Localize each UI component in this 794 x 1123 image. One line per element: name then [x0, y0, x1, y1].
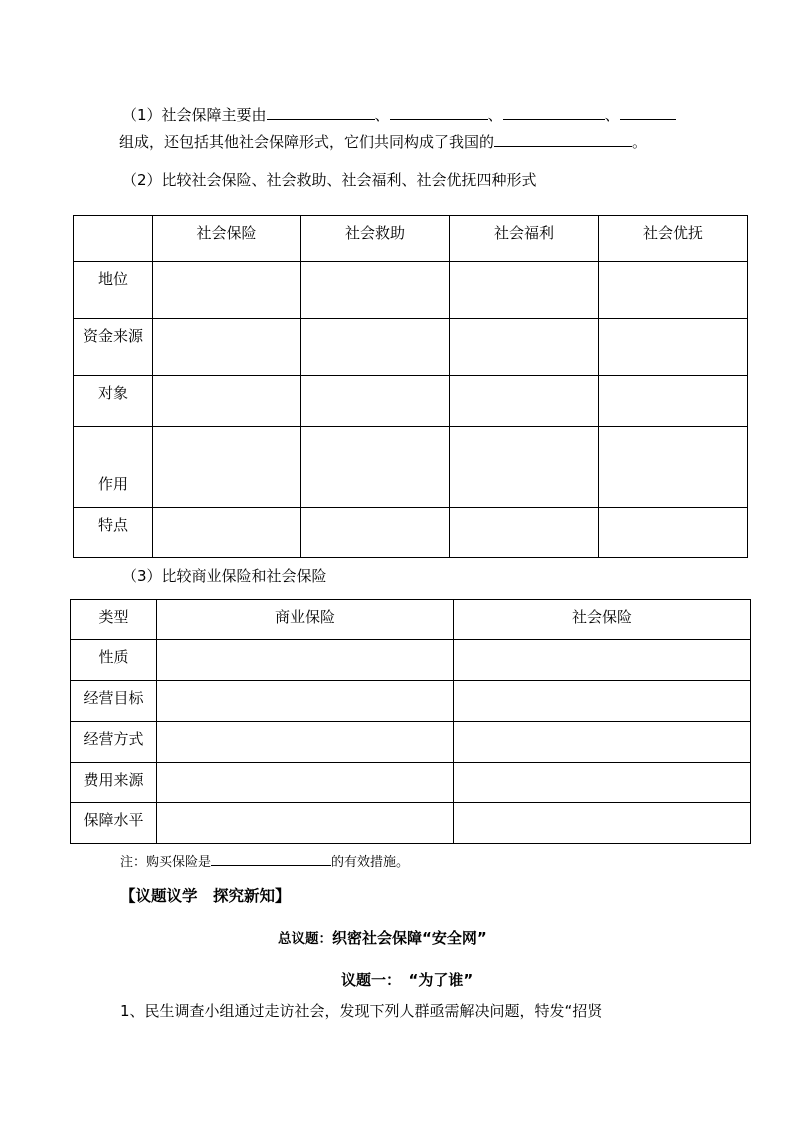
- q2-answer-cell[interactable]: [153, 262, 301, 319]
- q3-row-label: 保障水平: [71, 803, 157, 844]
- q3-title: （3）比较商业保险和社会保险: [122, 567, 327, 585]
- q3-row-label: 经营方式: [71, 722, 157, 763]
- separator: 、: [604, 106, 620, 124]
- q2-answer-cell[interactable]: [599, 376, 748, 427]
- q1-line2-suffix: 。: [632, 133, 648, 151]
- note-prefix: 注：购买保险是: [120, 855, 212, 870]
- q3-row-label: 经营目标: [71, 681, 157, 722]
- q2-answer-cell[interactable]: [599, 319, 748, 376]
- separator: 、: [487, 106, 503, 124]
- q1-line2-prefix: 组成，还包括其他社会保障形式，它们共同构成了我国的: [119, 133, 495, 151]
- q2-answer-cell[interactable]: [153, 319, 301, 376]
- q3-answer-cell[interactable]: [454, 640, 751, 681]
- q3-answer-cell[interactable]: [157, 803, 454, 844]
- q2-header-cell: 社会福利: [450, 216, 599, 262]
- q2-answer-cell[interactable]: [450, 319, 599, 376]
- q3-answer-cell[interactable]: [454, 681, 751, 722]
- note-suffix: 的有效措施。: [331, 855, 410, 870]
- q3-answer-cell[interactable]: [157, 763, 454, 803]
- blank-1[interactable]: [267, 104, 375, 120]
- blank-3[interactable]: [503, 104, 605, 120]
- q1-line1-prefix: （1）社会保障主要由: [122, 106, 267, 124]
- q1-line2: [119, 131, 647, 152]
- q2-row-label: 资金来源: [74, 319, 153, 376]
- q2-answer-cell[interactable]: [450, 427, 599, 508]
- q2-header-cell: 社会保险: [153, 216, 301, 262]
- q2-answer-cell[interactable]: [153, 427, 301, 508]
- topic-one: 议题一： “为了谁”: [341, 971, 474, 989]
- q2-answer-cell[interactable]: [301, 508, 450, 558]
- main-topic: [278, 928, 487, 949]
- q3-header-cell: 商业保险: [157, 600, 454, 640]
- q3-header-cell: 社会保险: [454, 600, 751, 640]
- q2-header-corner: [74, 216, 153, 262]
- q3-answer-cell[interactable]: [454, 763, 751, 803]
- q3-header-cell: 类型: [71, 600, 157, 640]
- q3-answer-cell[interactable]: [157, 640, 454, 681]
- section-heading: 【议题议学 探究新知】: [120, 887, 291, 905]
- separator: 、: [374, 106, 390, 124]
- q3-table: [70, 599, 751, 844]
- q2-answer-cell[interactable]: [301, 427, 450, 508]
- q2-answer-cell[interactable]: [599, 508, 748, 558]
- note-blank[interactable]: [211, 852, 331, 866]
- q3-row-label: 性质: [71, 640, 157, 681]
- q3-answer-cell[interactable]: [454, 803, 751, 844]
- q2-answer-cell[interactable]: [153, 376, 301, 427]
- q2-answer-cell[interactable]: [450, 262, 599, 319]
- q3-answer-cell[interactable]: [454, 722, 751, 763]
- q2-row-label: 特点: [74, 508, 153, 558]
- q2-answer-cell[interactable]: [599, 427, 748, 508]
- main-topic-label: 总议题：: [278, 931, 332, 947]
- q1-line1: [122, 104, 676, 125]
- q2-answer-cell[interactable]: [450, 376, 599, 427]
- blank-5[interactable]: [494, 131, 632, 147]
- q2-row-label: 对象: [74, 376, 153, 427]
- q2-answer-cell[interactable]: [450, 508, 599, 558]
- q2-header-cell: 社会优抚: [599, 216, 748, 262]
- note-line: [120, 852, 409, 873]
- q2-answer-cell[interactable]: [301, 319, 450, 376]
- q2-answer-cell[interactable]: [301, 376, 450, 427]
- blank-2[interactable]: [390, 104, 488, 120]
- main-topic-text: 织密社会保障“安全网”: [332, 929, 487, 947]
- q2-table: [73, 215, 748, 558]
- q3-answer-cell[interactable]: [157, 681, 454, 722]
- q2-header-cell: 社会救助: [301, 216, 450, 262]
- q2-row-label: 地位: [74, 262, 153, 319]
- q2-title: （2）比较社会保险、社会救助、社会福利、社会优抚四种形式: [122, 171, 537, 189]
- q2-answer-cell[interactable]: [599, 262, 748, 319]
- q3-row-label: 费用来源: [71, 763, 157, 803]
- q2-row-label: 作用: [74, 427, 153, 508]
- item-one: 1、民生调查小组通过走访社会，发现下列人群亟需解决问题，特发“招贤: [120, 1002, 603, 1020]
- q2-answer-cell[interactable]: [153, 508, 301, 558]
- q2-answer-cell[interactable]: [301, 262, 450, 319]
- q3-answer-cell[interactable]: [157, 722, 454, 763]
- blank-4[interactable]: [620, 104, 676, 120]
